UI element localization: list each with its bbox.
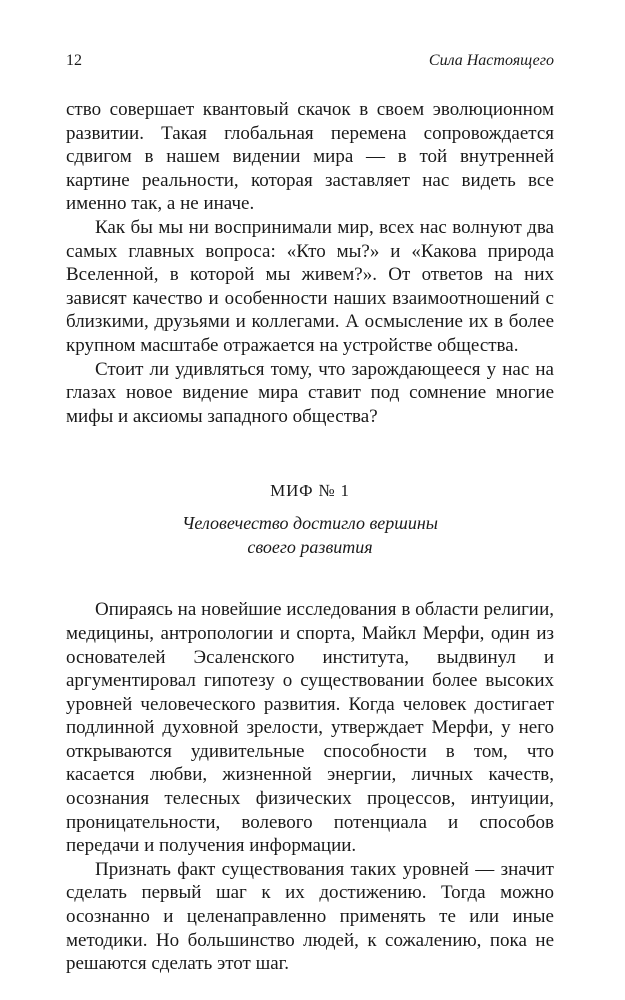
paragraph: Стоит ли удивляться тому, что зарождающееся у нас на глазах новое видение мира ставит под сомнение многие мифы и аксиомы западного общества? [66, 358, 554, 427]
section-subtitle-line: своего развития [247, 537, 373, 558]
page-number: 12 [66, 52, 82, 69]
paragraph: Как бы мы ни воспринимали мир, всех нас волнуют два самых главных вопроса: «Кто мы?» и «Какова природа Вселенной, в которой мы живем?». От ответов на них зависят качество и особенности наших взаимоотношений с близкими, друзьями и коллегами. А осмысление их в более крупном масштабе отражается на устройстве общества. [66, 216, 554, 356]
section-text [66, 598, 554, 976]
running-title: Сила Настоящего [428, 52, 554, 69]
book-page [66, 52, 554, 976]
paragraph: ство совершает квантовый скачок в своем эволюционном развитии. Такая глобальная перемена сопровождается сдвигом в нашем видении мира — в той внутренней картине реальности, которая заставляет нас видеть все именно так, а не иначе. [66, 99, 554, 215]
page-header [66, 52, 554, 80]
paragraph: Признать факт существования таких уровней — значит сделать первый шаг к их достижению. Тогда можно осознанно и целенаправленно применять те или иные методики. Но большинство людей, к сожалению, пока не решаются сделать этот шаг. [66, 858, 554, 975]
paragraph: Опираясь на новейшие исследования в области религии, медицины, антропологии и спорта, Майкл Мерфи, один из основателей Эсаленского института, выдвинул и аргументировал гипотезу о существовании более высоких уровней человеческого развития. Когда человек достигает подлинной духовной зрелости, утверждает Мерфи, у него открываются удивительные способности в том, что касается любви, жизненной энергии, личных качеств, осознания телесных физических процессов, интуиции, проницательности, волевого потенциала и способов передачи и получения информации. [66, 599, 554, 857]
intro-text [66, 98, 554, 428]
section-heading: МИФ № 1 [270, 481, 350, 501]
section-subtitle-line: Человечество достигло вершины [182, 513, 438, 534]
section-subtitle [66, 511, 554, 559]
